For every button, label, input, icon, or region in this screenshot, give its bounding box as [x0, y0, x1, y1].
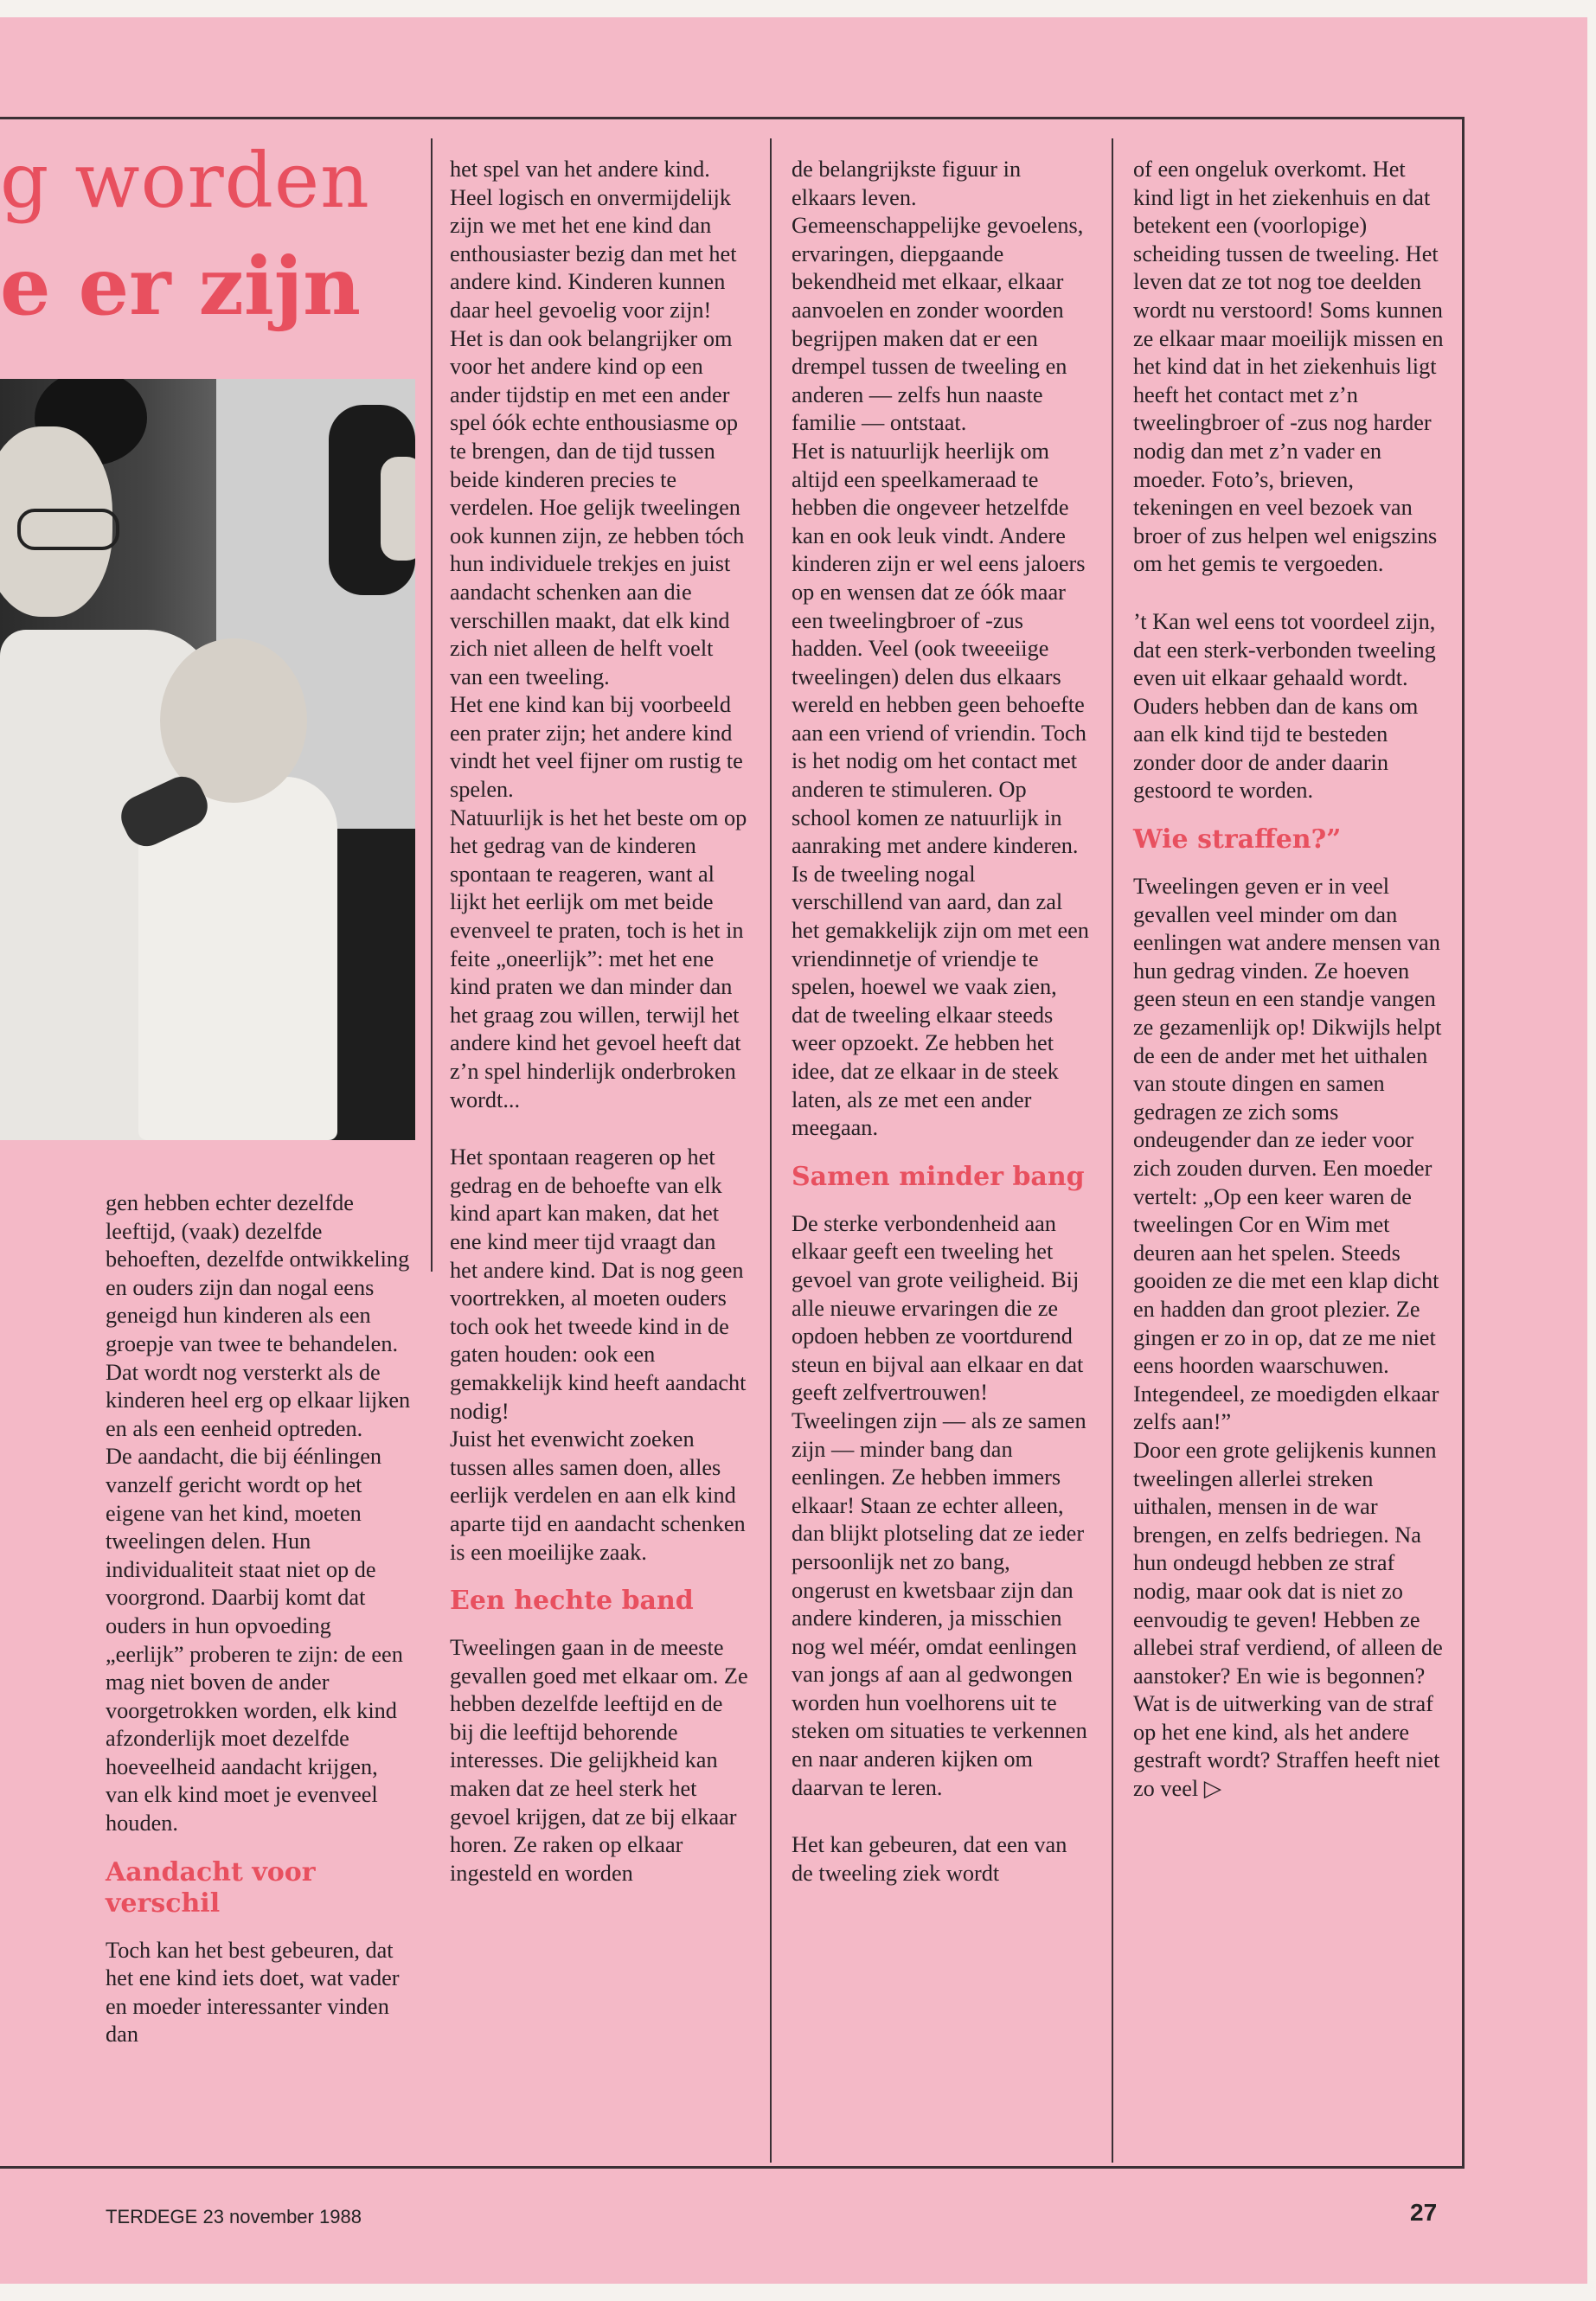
body-paragraph: Tweelingen zijn — als ze samen zijn — minder bang dan eenlingen. Ze hebben immers elkaar! Staan ze echter alleen, dan blijkt plotseling dat ze ieder persoonlijk net zo bang, ongerust en kwetsbaar zijn dan andere kinderen, ja misschien nog wel méér, omdat eenlingen van jongs af aan al gedwongen worden hun voelhorens uit te steken om situaties te verkennen en naar anderen kijken om daarvan te leren. [792, 1407, 1087, 1800]
body-paragraph: Tweelingen geven er in veel gevallen veel minder om dan eenlingen wat andere mensen van hun gedrag vinden. Ze hoeven geen steun en een standje vangen ze gezamenlijk op! Dikwijls helpt de een de ander met het uithalen van stoute dingen en samen gedragen ze zich soms ondeugender dan ze ieder voor zich zouden durven. Een moeder vertelt: „Op een keer waren de tweelingen Cor en Wim met deuren aan het spelen. Steeds gooiden ze die met een klap dicht en hadden dan groot plezier. Ze gingen er zo in op, dat ze me niet eens hoorden waarschuwen. Integendeel, ze moedigden elkaar zelfs aan!” [1133, 874, 1442, 1435]
column-divider [770, 138, 772, 2163]
headline-line-1: g worden [0, 136, 370, 225]
text-column-2 [450, 156, 748, 1888]
body-paragraph: de belangrijkste figuur in elkaars leven. [792, 157, 1022, 210]
bottom-rule [0, 2166, 1465, 2169]
section-heading: Wie straffen?” [1133, 824, 1342, 856]
body-paragraph: De sterke verbondenheid aan elkaar geeft een tweeling het gevoel van grote veiligheid. Bij alle nieuwe ervaringen die ze opdoen hebben ze voortdurend steun en bijval aan elkaar en dat geeft zelfvertrouwen! [792, 1210, 1084, 1406]
section-heading: Aandacht voor verschil [106, 1856, 316, 1919]
paragraph-gap [450, 1114, 748, 1144]
body-paragraph: het spel van het andere kind. Heel logisch en onvermijdelijk zijn we met het ene kind dan enthousiaster bezig dan met het andere kind. Kinderen kunnen daar heel gevoelig voor zijn! Het is dan ook belangrijker om voor het andere kind op een ander tijdstip en met een ander spel óók echte enthousiasme op te brengen, dan de tijd tussen beide kinderen precies te verdelen. Hoe gelijk tweelingen ook kunnen zijn, ze hebben tóch hun individuele trekjes en juist aandacht schenken aan die verschillen maakt, dat elk kind zich niet alleen de helft voelt van een tweeling. [450, 157, 745, 689]
column-divider [1112, 138, 1113, 2163]
body-paragraph: Gemeenschappelijke gevoelens, ervaringen, diepgaande bekendheid met elkaar, elkaar aanvoelen en zonder woorden begrijpen maken dat er een drempel tussen de tweeling en anderen — zelfs hun naaste familie — ontstaat. [792, 213, 1084, 436]
section-heading: Een hechte band [450, 1586, 694, 1617]
top-rule [0, 117, 1462, 119]
headline-line-2: e er zijn [0, 240, 361, 333]
article-photo [0, 379, 415, 1140]
body-paragraph: De aandacht, die bij éénlingen vanzelf gericht wordt op het eigene van het kind, moeten tweelingen delen. Hun individualiteit staat niet op de voorgrond. Daarbij komt dat ouders in hun opvoeding „eerlijk” proberen te zijn: de een mag niet boven de ander voorgetrokken worden, elk kind afzonderlijk moet dezelfde hoeveelheid aandacht krijgen, van elk kind moet je evenveel houden. [106, 1444, 403, 1836]
body-paragraph: of een ongeluk overkomt. Het kind ligt in het ziekenhuis en dat betekent een (voorlopige) scheiding tussen de tweeling. Het leven dat ze tot nog toe deelden wordt nu verstoord! Soms kunnen ze elkaar maar moeilijk missen en het kind dat in het ziekenhuis ligt heeft het contact met z’n tweelingbroer of -zus nog harder nodig dan met z’n vader en moeder. Foto’s, brieven, tekeningen en veel bezoek van broer of zus helpen wel enigszins om het gemis te vergoeden. [1133, 157, 1444, 577]
body-paragraph: Toch kan het best gebeuren, dat het ene kind iets doet, wat vader en moeder interessanter vinden dan [106, 1937, 400, 2048]
body-paragraph: Het spontaan reageren op het gedrag en de behoefte van elk kind apart kan maken, dat het ene kind meer tijd vraagt dan het andere kind. Dat is nog geen voortrekken, al moeten ouders toch ook het tweede kind in de gaten houden: ook een gemakkelijk kind heeft aandacht nodig! [450, 1144, 747, 1424]
column-divider [431, 138, 433, 1272]
body-paragraph: Natuurlijk is het het beste om op het gedrag van de kinderen spontaan te reageren, want al lijkt het eerlijk om met beide evenveel te praten, toch is het in feite „oneerlijk”: met het ene kind praten we dan minder dan het graag zou willen, terwijl het andere kind het gevoel heeft dat z’n spel hinderlijk onderbroken wordt... [450, 804, 747, 1112]
body-paragraph: Het ene kind kan bij voorbeeld een prater zijn; het andere kind vindt het veel fijner om rustig te spelen. [450, 692, 743, 803]
section-heading: Samen minder bang [792, 1161, 1085, 1192]
body-paragraph: gen hebben echter dezelfde leeftijd, (vaak) dezelfde behoeften, dezelfde ontwikkeling en ouders zijn dan nogal eens geneigd hun kinderen als een groepje van twee te behandelen. Dat wordt nog versterkt als de kinderen heel erg op elkaar lijken en als een eenheid optreden. [106, 1190, 411, 1441]
body-paragraph: Juist het evenwicht zoeken tussen alles samen doen, alles eerlijk verdelen en aan elk kind aparte tijd en aandacht schenken is een moeilijke zaak. [450, 1426, 746, 1565]
body-paragraph: Door een grote gelijkenis kunnen tweelingen allerlei streken uithalen, mensen in de war brengen, en zelfs bedriegen. Na hun ondeugd hebben ze straf nodig, maar ook dat is niet zo eenvoudig te geven! Hebben ze allebei straf verdiend, of alleen de aanstoker? En wie is begonnen? Wat is de uitwerking van de straf op het ene kind, als het andere gestraft wordt? Straffen heeft niet zo veel ▷ [1133, 1437, 1443, 1802]
body-paragraph: ’t Kan wel eens tot voordeel zijn, dat een sterk-verbonden tweeling even uit elkaar gehaald wordt. Ouders hebben dan de kans om aan elk kind tijd te besteden zonder door de ander daarin gestoord te worden. [1133, 608, 1436, 804]
magazine-page [0, 17, 1587, 2284]
text-column-1 [106, 1189, 413, 2049]
text-column-4 [1133, 156, 1445, 1804]
body-paragraph: Tweelingen gaan in de meeste gevallen goed met elkaar om. Ze hebben dezelfde leeftijd en de bij die leeftijd behorende interesses. Die gelijkheid kan maken dat ze heel sterk het gevoel krijgen, dat ze bij elkaar horen. Ze raken op elkaar ingesteld en worden [450, 1635, 748, 1886]
paragraph-gap [1133, 579, 1445, 608]
text-column-3 [792, 156, 1090, 1888]
page-number: 27 [1410, 2199, 1438, 2226]
paragraph-gap [792, 1802, 1090, 1831]
body-paragraph: Het is natuurlijk heerlijk om altijd een speelkameraad te hebben die ongeveer hetzelfde kan en ook leuk vindt. Andere kinderen zijn er wel eens jaloers op en wensen dat ze óók maar een tweelingbroer of -zus hadden. Veel (ook tweeeiige tweelingen) delen dus elkaars wereld en hebben geen behoefte aan een vriend of vriendin. Toch is het nodig om het contact met anderen te stimuleren. Op school komen ze natuurlijk in aanraking met andere kinderen. Is de tweeling nogal verschillend van aard, dan zal het gemakkelijk zijn om met een vriendinnetje of vriendje te spelen, hoewel we vaak zien, dat de tweeling elkaar steeds weer opzoekt. Ze hebben het idee, dat ze elkaar in de steek laten, als ze met een ander meegaan. [792, 438, 1089, 1141]
right-rule [1462, 117, 1465, 2167]
publication-footer: TERDEGE 23 november 1988 [106, 2206, 362, 2227]
body-paragraph: Het kan gebeuren, dat een van de tweeling ziek wordt [792, 1832, 1067, 1886]
